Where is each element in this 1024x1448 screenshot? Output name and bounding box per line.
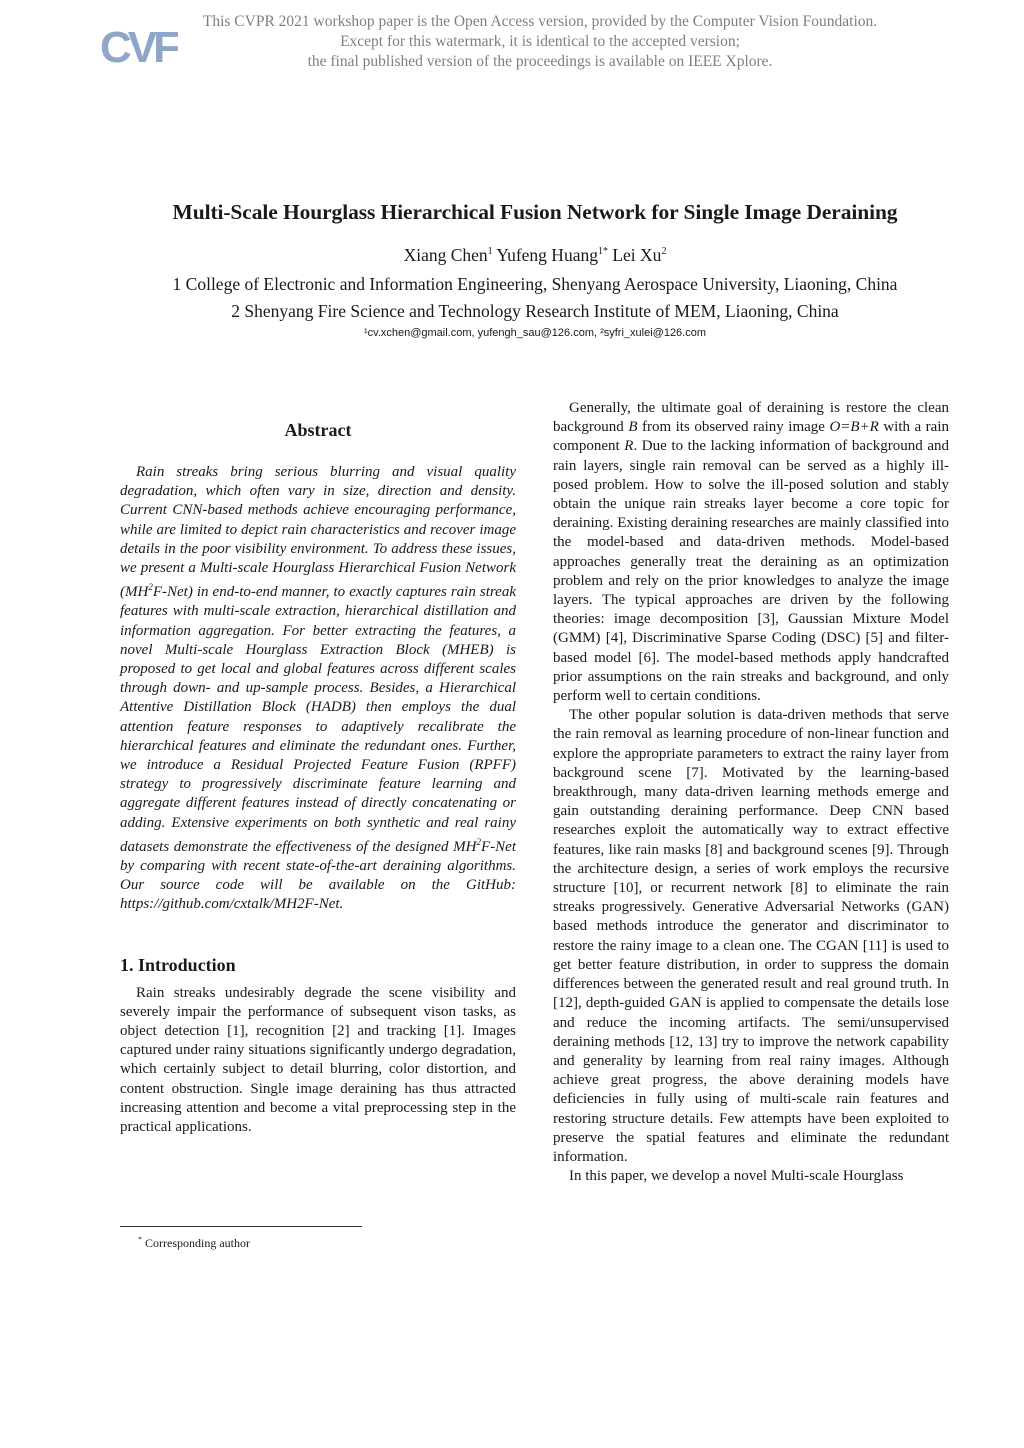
right-paragraph-2: The other popular solution is data-driven methods that serve the rain removal as learning procedure of non-linear function and explore the appropriate parameters to extract the rainy layer from background scene [7]. Motivated by the learning-based breakthrough, many data-driven learning methods emerge and gain outstanding deraining performance. Deep CNN based researches exploit the automatically way to extract effective features, like rain masks [8] and background scenes [9]. Through the architecture design, a series of work employs the recursive structure [10], or recurrent network [8] to eliminate the rain streaks progressively. Generative Adversarial Networks (GAN) based methods introduce the generator and discriminator to restore the rainy image to a clean one. The CGAN [11] is used to get better feature distribution, in order to suppress the domain differences between the generated result and real ground truth. In [12], depth-guided GAN is applied to compensate the details lose and reduce the incoming artifacts. The semi/unsupervised deraining methods [12, 13] try to improve the network capability and generality by learning from real rainy images. Although achieve great progress, the above deraining models have deficiencies in fully using of multi-scale rain features and restoring structure details. Few attempts have been exploited to preserve the spatial features and eliminate the redundant information. <box>553 707 949 1165</box>
math-equation: O=B+R <box>829 419 879 436</box>
author-name: Xiang Chen <box>403 245 488 265</box>
watermark-line-3: the final published version of the proceedings is available on IEEE Xplore. <box>307 53 773 70</box>
author-mark: 1* <box>597 246 608 258</box>
abstract-part-3: F-Net by comparing with recent state-of-the-art deraining algorithms. Our source code will be available on the GitHub: https://github.com/cxtalk/MH2F-Net. <box>120 838 516 913</box>
footnote-mark: * <box>138 1235 142 1244</box>
watermark-line-2: Except for this watermark, it is identical to the accepted version; <box>340 33 740 50</box>
text-run: with a rain component <box>553 419 949 455</box>
right-paragraph-3: In this paper, we develop a novel Multi-scale Hourglass <box>569 1168 904 1185</box>
author-name: Yufeng Huang <box>496 245 598 265</box>
text-run: Generally, the ultimate goal of deraining is restore the clean background <box>553 400 949 436</box>
paper-title: Multi-Scale Hourglass Hierarchical Fusion Network for Single Image Deraining <box>172 200 898 224</box>
cvf-logo-text: CVF <box>100 23 176 72</box>
watermark-line-1: This CVPR 2021 workshop paper is the Open Access version, provided by the Computer Vision Foundation. <box>202 13 878 30</box>
author-mark: 2 <box>661 246 667 258</box>
author-emails: ¹cv.xchen@gmail.com, yufengh_sau@126.com, ²syfri_xulei@126.com <box>363 327 707 339</box>
math-variable: R <box>624 438 634 455</box>
abstract-heading: Abstract <box>284 420 352 440</box>
section-heading-introduction: 1. Introduction <box>120 954 236 975</box>
footnote-text: Corresponding author <box>142 1236 250 1250</box>
right-column <box>553 399 949 1186</box>
author-name: Lei Xu <box>612 245 662 265</box>
footnote <box>138 1235 250 1251</box>
left-column <box>120 418 516 1137</box>
abstract-sup-1: 2 <box>148 582 153 593</box>
right-paragraph-1 <box>553 399 949 706</box>
watermark-text <box>185 12 895 72</box>
math-variable: B <box>628 419 638 436</box>
abstract-part-2: F-Net) in end-to-end manner, to exactly captures rain streak features with multi-scale extraction, hierarchical distillation and information aggregation. For better extracting the features, a novel Multi-scale Hourglass Extraction Block (MHEB) is proposed to get local and global features across different scales through down- and up-sample process. Besides, a Hierarchical Attentive Distillation Block (HADB) then employs the dual attention feature responses to adaptively recalibrate the hierarchical features and eliminate the redundant ones. Further, we introduce a Residual Projected Feature Fusion (RPFF) strategy to progressively discriminate feature learning and aggregate different features instead of directly concatenating or adding. Extensive experiments on both synthetic and real rainy datasets demonstrate the effectiveness of the designed MH <box>120 584 516 855</box>
author-list <box>60 245 1010 266</box>
text-run: . Due to the lacking information of background and rain layers, single rain removal can be served as a highly ill-posed problem. How to solve the ill-posed solution and stably obtain the unique rain streaks layer become a core topic for deraining. Existing deraining researches are mainly classified into the model-based and data-driven methods. Model-based approaches generally treat the deraining as an optimization problem and rely on the prior knowledges to analyze the image layers. The typical approaches are driven by the following theories: image decomposition [3], Gaussian Mixture Model (GMM) [4], Discriminative Sparse Coding (DSC) [5] and filter-based model [6]. The model-based methods apply handcrafted prior assumptions on the rain streaks and background, and only perform well to certain conditions. <box>553 438 949 705</box>
footnote-rule <box>120 1226 362 1227</box>
abstract-part-1: Rain streaks bring serious blurring and visual quality degradation, which often vary in size, direction and density. Current CNN-based methods achieve encouraging performance, while are limited to depict rain characteristics and recover image details in the poor visibility environment. To address these issues, we present a Multi-scale Hourglass Hierarchical Fusion Network (MH <box>120 464 516 601</box>
text-run: from its observed rainy image <box>637 419 830 436</box>
cvf-logo-icon <box>98 16 178 76</box>
affiliation-2: 2 Shenyang Fire Science and Technology Research Institute of MEM, Liaoning, China <box>231 301 839 321</box>
abstract-text <box>120 463 516 915</box>
abstract-sup-2: 2 <box>476 836 481 847</box>
intro-paragraph-1: Rain streaks undesirably degrade the scene visibility and severely impair the performance of subsequent vison tasks, as object detection [1], recognition [2] and tracking [1]. Images captured under rainy situations significantly undergo degradation, which certainly subject to detail blurring, color distortion, and content obstruction. Single image deraining has thus attracted increasing attention and become a vital preprocessing step in the practical applications. <box>120 984 516 1136</box>
cvf-watermark <box>0 10 1024 76</box>
author-mark: 1 <box>487 246 493 258</box>
affiliation-1: 1 College of Electronic and Information Engineering, Shenyang Aerospace University, Liaoning, China <box>172 274 898 294</box>
